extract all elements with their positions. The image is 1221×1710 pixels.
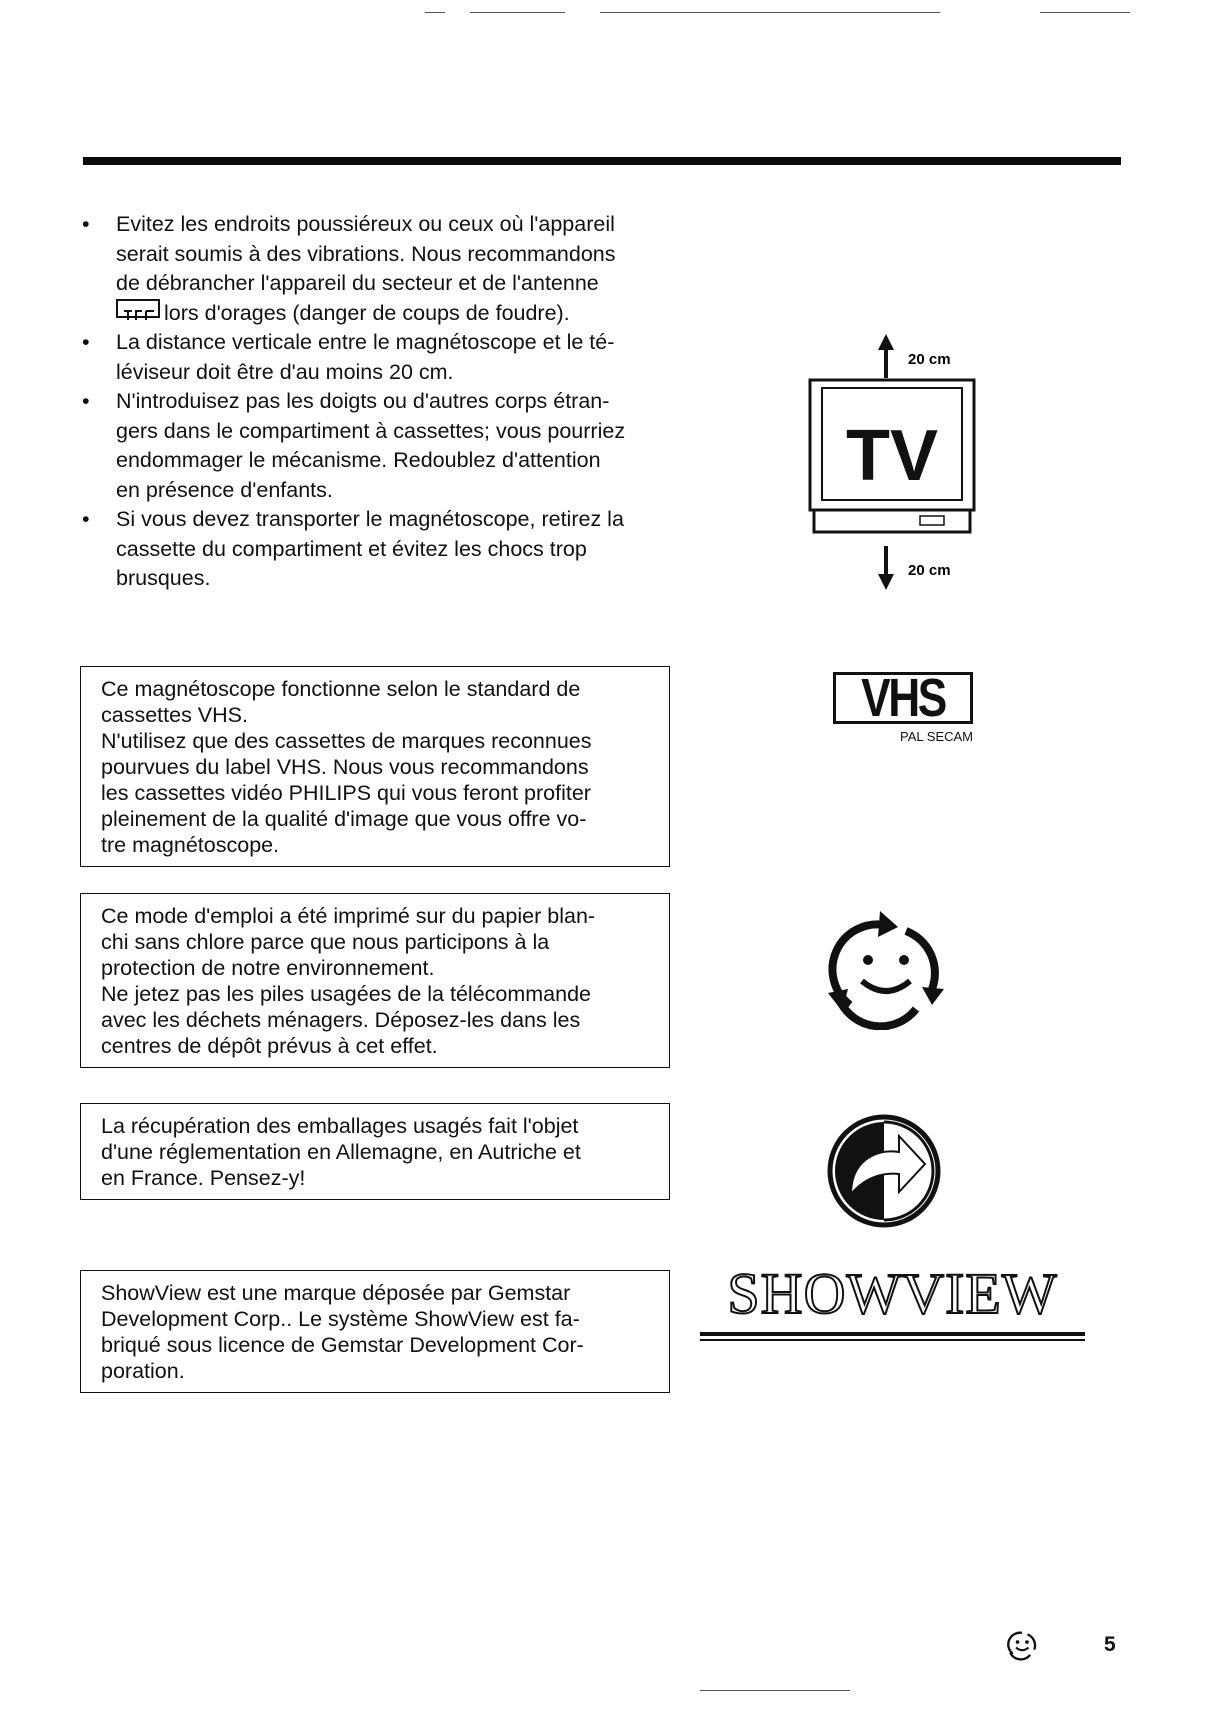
bullet-dot: • — [82, 389, 90, 413]
list-line: de débrancher l'appareil du secteur et de l'antenne — [116, 271, 599, 295]
safety-list — [82, 210, 682, 594]
box-line: Ce mode d'emploi a été imprimé sur du papier blan- — [101, 904, 596, 928]
vhs-logo-subtitle: PAL SECAM — [900, 729, 973, 744]
box-line: les cassettes vidéo PHILIPS qui vous feront profiter — [101, 781, 591, 805]
box-line: Development Corp.. Le système ShowView est fa- — [101, 1307, 580, 1331]
list-line: serait soumis à des vibrations. Nous recommandons — [116, 241, 616, 266]
list-item — [82, 505, 682, 594]
box-line: pourvues du label VHS. Nous vous recommandons — [101, 755, 589, 779]
green-dot-recycling-icon — [825, 1112, 943, 1230]
showview-underline — [700, 1339, 1085, 1341]
list-line: Evitez les endroits poussiéreux ou ceux où l'appareil — [116, 212, 615, 236]
box-line: centres de dépôt prévus à cet effet. — [101, 1034, 438, 1058]
scan-speck — [470, 12, 565, 13]
box-line: La récupération des emballages usagés fait l'objet — [101, 1114, 579, 1138]
list-line: en présence d'enfants. — [116, 477, 333, 502]
tv-label: TV — [845, 416, 939, 496]
scan-speck — [600, 12, 940, 13]
vcr-body — [814, 510, 970, 532]
list-line: brusques. — [116, 566, 211, 590]
vhs-info-box — [80, 666, 670, 867]
showview-underline — [700, 1332, 1085, 1336]
box-line: briqué sous licence de Gemstar Development Cor- — [101, 1333, 584, 1357]
list-line: N'introduisez pas les doigts ou d'autres corps étran- — [116, 389, 610, 413]
box-line: pleinement de la qualité d'image que vous offre vo- — [101, 807, 587, 831]
box-line: protection de notre environnement. — [101, 956, 435, 980]
box-line: avec les déchets ménagers. Déposez-les dans les — [101, 1008, 581, 1032]
scan-speck — [1040, 12, 1130, 13]
up-arrow-icon — [878, 334, 894, 378]
vcr-slot — [920, 516, 944, 525]
box-line: poration. — [101, 1359, 185, 1383]
box-line: N'utilisez que des cassettes de marques reconnues — [101, 729, 592, 753]
list-line: léviseur doit être d'au moins 20 cm. — [116, 359, 454, 384]
bullet-dot: • — [82, 212, 90, 236]
box-line: tre magnétoscope. — [101, 833, 280, 857]
header-rule — [83, 157, 1121, 165]
list-line: gers dans le compartiment à cassettes; vous pourriez — [116, 418, 626, 443]
list-line: endommager le mécanisme. Redoublez d'attention — [116, 448, 601, 472]
list-line: La distance verticale entre le magnétoscope et le té- — [116, 330, 615, 354]
box-line: cassettes VHS. — [101, 703, 248, 727]
bullet-dot: • — [82, 330, 90, 354]
environment-info-box — [80, 893, 670, 1068]
box-line: ShowView est une marque déposée par Gemstar — [101, 1281, 571, 1305]
list-item — [82, 210, 682, 328]
vhs-logo — [833, 668, 973, 744]
box-line: en France. Pensez-y! — [101, 1166, 306, 1190]
box-line: chi sans chlore parce que nous participons à la — [101, 930, 550, 954]
box-line: Ne jetez pas les piles usagées de la télécommande — [101, 982, 592, 1006]
list-item — [82, 387, 682, 505]
page-number: 5 — [1104, 1633, 1116, 1656]
packaging-info-box — [80, 1103, 670, 1200]
antenna-socket-icon — [116, 299, 160, 318]
box-line: d'une réglementation en Allemagne, en Autriche et — [101, 1140, 581, 1164]
box-line: Ce magnétoscope fonctionne selon le standard de — [101, 677, 581, 701]
vhs-logo-frame — [833, 668, 973, 728]
top-distance-label: 20 cm — [908, 351, 951, 368]
scan-speck — [700, 1690, 850, 1691]
showview-info-box — [80, 1270, 670, 1393]
recycle-smiley-small-icon — [1005, 1627, 1039, 1661]
showview-logo — [700, 1262, 1085, 1341]
list-line: lors d'orages (danger de coups de foudre). — [164, 300, 570, 325]
list-item — [82, 328, 682, 387]
bullet-dot: • — [82, 507, 90, 531]
list-line: Si vous devez transporter le magnétoscope, retirez la — [116, 507, 624, 531]
down-arrow-icon — [878, 546, 894, 590]
recycle-smiley-icon — [820, 905, 950, 1030]
tv-clearance-figure — [800, 330, 980, 600]
vhs-logo-text: VHS — [861, 668, 945, 728]
list-line: cassette du compartiment et évitez les chocs trop — [116, 536, 587, 561]
scan-speck — [425, 12, 445, 13]
showview-logo-text: SHOWVIEW — [727, 1261, 1058, 1326]
bottom-distance-label: 20 cm — [908, 562, 951, 579]
